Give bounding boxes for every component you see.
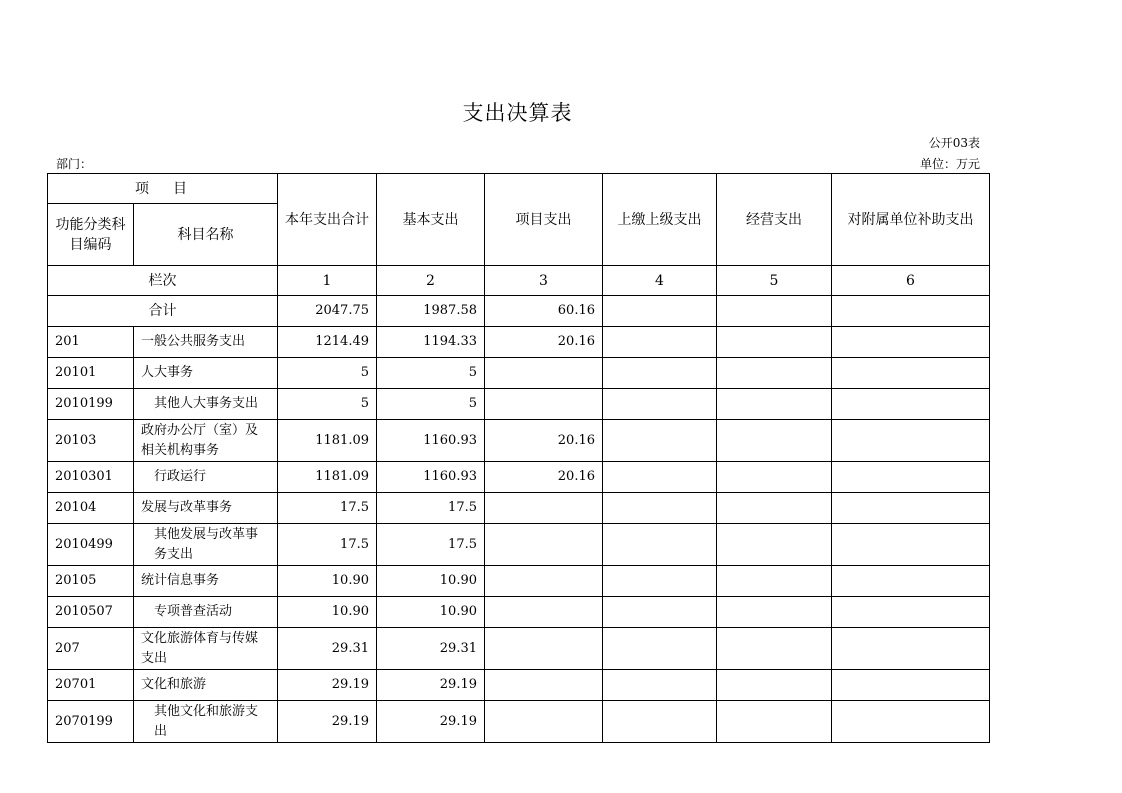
form-number: 公开03表 <box>928 136 980 150</box>
row-value: 10.90 <box>278 566 377 597</box>
row-value <box>717 566 832 597</box>
table-row <box>48 462 990 493</box>
row-value: 1181.09 <box>278 420 377 462</box>
row-value <box>603 628 717 670</box>
row-value <box>603 493 717 524</box>
row-value: 10.90 <box>377 566 485 597</box>
column-index-label: 栏次 <box>48 266 278 296</box>
department-label: 部门： <box>56 157 93 171</box>
row-value <box>832 628 990 670</box>
column-index: 1 <box>278 266 377 296</box>
row-value <box>717 628 832 670</box>
row-value: 29.19 <box>278 701 377 743</box>
row-value: 20.16 <box>485 462 603 493</box>
row-name: 政府办公厅（室）及相关机构事务 <box>134 420 278 462</box>
row-value <box>832 701 990 743</box>
column-index-row <box>48 266 990 296</box>
row-value: 5 <box>377 389 485 420</box>
table-row <box>48 628 990 670</box>
row-value <box>485 701 603 743</box>
row-name: 人大事务 <box>134 358 278 389</box>
row-value: 29.31 <box>278 628 377 670</box>
row-value <box>485 389 603 420</box>
table-row <box>48 597 990 628</box>
row-code: 2010499 <box>48 524 134 566</box>
row-name: 一般公共服务支出 <box>134 327 278 358</box>
row-name: 文化旅游体育与传媒支出 <box>134 628 278 670</box>
row-value: 5 <box>278 389 377 420</box>
row-value <box>485 524 603 566</box>
row-value <box>717 420 832 462</box>
row-value: 10.90 <box>377 597 485 628</box>
row-value <box>717 493 832 524</box>
row-value: 29.19 <box>278 670 377 701</box>
row-value: 5 <box>278 358 377 389</box>
row-code: 20103 <box>48 420 134 462</box>
header-name: 科目名称 <box>134 204 278 266</box>
row-value <box>832 358 990 389</box>
header-col-6: 对附属单位补助支出 <box>832 174 990 266</box>
row-value <box>603 597 717 628</box>
row-value: 1194.33 <box>377 327 485 358</box>
table-row <box>48 493 990 524</box>
row-value <box>832 420 990 462</box>
total-value: 2047.75 <box>278 296 377 327</box>
row-value: 1160.93 <box>377 462 485 493</box>
table-row <box>48 327 990 358</box>
row-value <box>485 566 603 597</box>
row-value <box>717 389 832 420</box>
row-value <box>603 566 717 597</box>
page-title: 支出决算表 <box>462 101 573 125</box>
total-value: 60.16 <box>485 296 603 327</box>
row-code: 20101 <box>48 358 134 389</box>
row-value <box>603 462 717 493</box>
row-value <box>832 566 990 597</box>
row-value: 17.5 <box>278 493 377 524</box>
row-code: 201 <box>48 327 134 358</box>
row-value <box>832 493 990 524</box>
row-value: 20.16 <box>485 327 603 358</box>
row-value <box>485 358 603 389</box>
total-value <box>603 296 717 327</box>
column-index: 5 <box>717 266 832 296</box>
row-value <box>832 524 990 566</box>
row-value <box>603 327 717 358</box>
row-value: 20.16 <box>485 420 603 462</box>
row-value <box>717 524 832 566</box>
row-value <box>603 701 717 743</box>
row-value: 17.5 <box>377 524 485 566</box>
row-name: 其他文化和旅游支出 <box>134 701 278 743</box>
row-code: 20105 <box>48 566 134 597</box>
row-value <box>485 670 603 701</box>
expenditure-table <box>47 173 990 743</box>
column-index: 4 <box>603 266 717 296</box>
row-value <box>603 358 717 389</box>
row-name: 统计信息事务 <box>134 566 278 597</box>
column-index: 2 <box>377 266 485 296</box>
row-value <box>832 462 990 493</box>
row-value: 1181.09 <box>278 462 377 493</box>
table-row <box>48 670 990 701</box>
row-value: 1160.93 <box>377 420 485 462</box>
row-code: 20701 <box>48 670 134 701</box>
row-name: 文化和旅游 <box>134 670 278 701</box>
row-value <box>717 462 832 493</box>
row-value <box>603 420 717 462</box>
table-row <box>48 566 990 597</box>
row-value <box>832 597 990 628</box>
column-index: 6 <box>832 266 990 296</box>
row-value: 1214.49 <box>278 327 377 358</box>
row-value: 5 <box>377 358 485 389</box>
header-col-1: 本年支出合计 <box>278 174 377 266</box>
row-value: 17.5 <box>278 524 377 566</box>
row-value <box>603 524 717 566</box>
row-value: 17.5 <box>377 493 485 524</box>
header-item: 项目 <box>48 174 278 204</box>
header-col-3: 项目支出 <box>485 174 603 266</box>
row-value <box>485 493 603 524</box>
total-label: 合计 <box>48 296 278 327</box>
total-value: 1987.58 <box>377 296 485 327</box>
row-value <box>832 670 990 701</box>
row-name: 其他发展与改革事务支出 <box>134 524 278 566</box>
row-code: 20104 <box>48 493 134 524</box>
row-code: 2010199 <box>48 389 134 420</box>
row-value <box>603 670 717 701</box>
row-value <box>717 358 832 389</box>
table-row <box>48 358 990 389</box>
row-value <box>832 389 990 420</box>
total-value <box>832 296 990 327</box>
row-name: 行政运行 <box>134 462 278 493</box>
table-row <box>48 389 990 420</box>
total-row <box>48 296 990 327</box>
row-value <box>832 327 990 358</box>
row-name: 专项普查活动 <box>134 597 278 628</box>
row-code: 2070199 <box>48 701 134 743</box>
header-col-2: 基本支出 <box>377 174 485 266</box>
header-col-4: 上缴上级支出 <box>603 174 717 266</box>
row-code: 207 <box>48 628 134 670</box>
row-value <box>717 670 832 701</box>
header-code: 功能分类科目编码 <box>48 204 134 266</box>
row-code: 2010301 <box>48 462 134 493</box>
column-index: 3 <box>485 266 603 296</box>
table-body <box>48 327 990 743</box>
header-col-5: 经营支出 <box>717 174 832 266</box>
row-value: 29.19 <box>377 701 485 743</box>
row-code: 2010507 <box>48 597 134 628</box>
row-value: 10.90 <box>278 597 377 628</box>
total-value <box>717 296 832 327</box>
unit-label: 单位：万元 <box>919 157 980 171</box>
row-value: 29.31 <box>377 628 485 670</box>
row-value <box>717 701 832 743</box>
table-row <box>48 524 990 566</box>
row-name: 发展与改革事务 <box>134 493 278 524</box>
row-value <box>485 628 603 670</box>
row-value: 29.19 <box>377 670 485 701</box>
table-row <box>48 420 990 462</box>
table-row <box>48 701 990 743</box>
row-name: 其他人大事务支出 <box>134 389 278 420</box>
row-value <box>603 389 717 420</box>
row-value <box>717 597 832 628</box>
row-value <box>485 597 603 628</box>
row-value <box>717 327 832 358</box>
